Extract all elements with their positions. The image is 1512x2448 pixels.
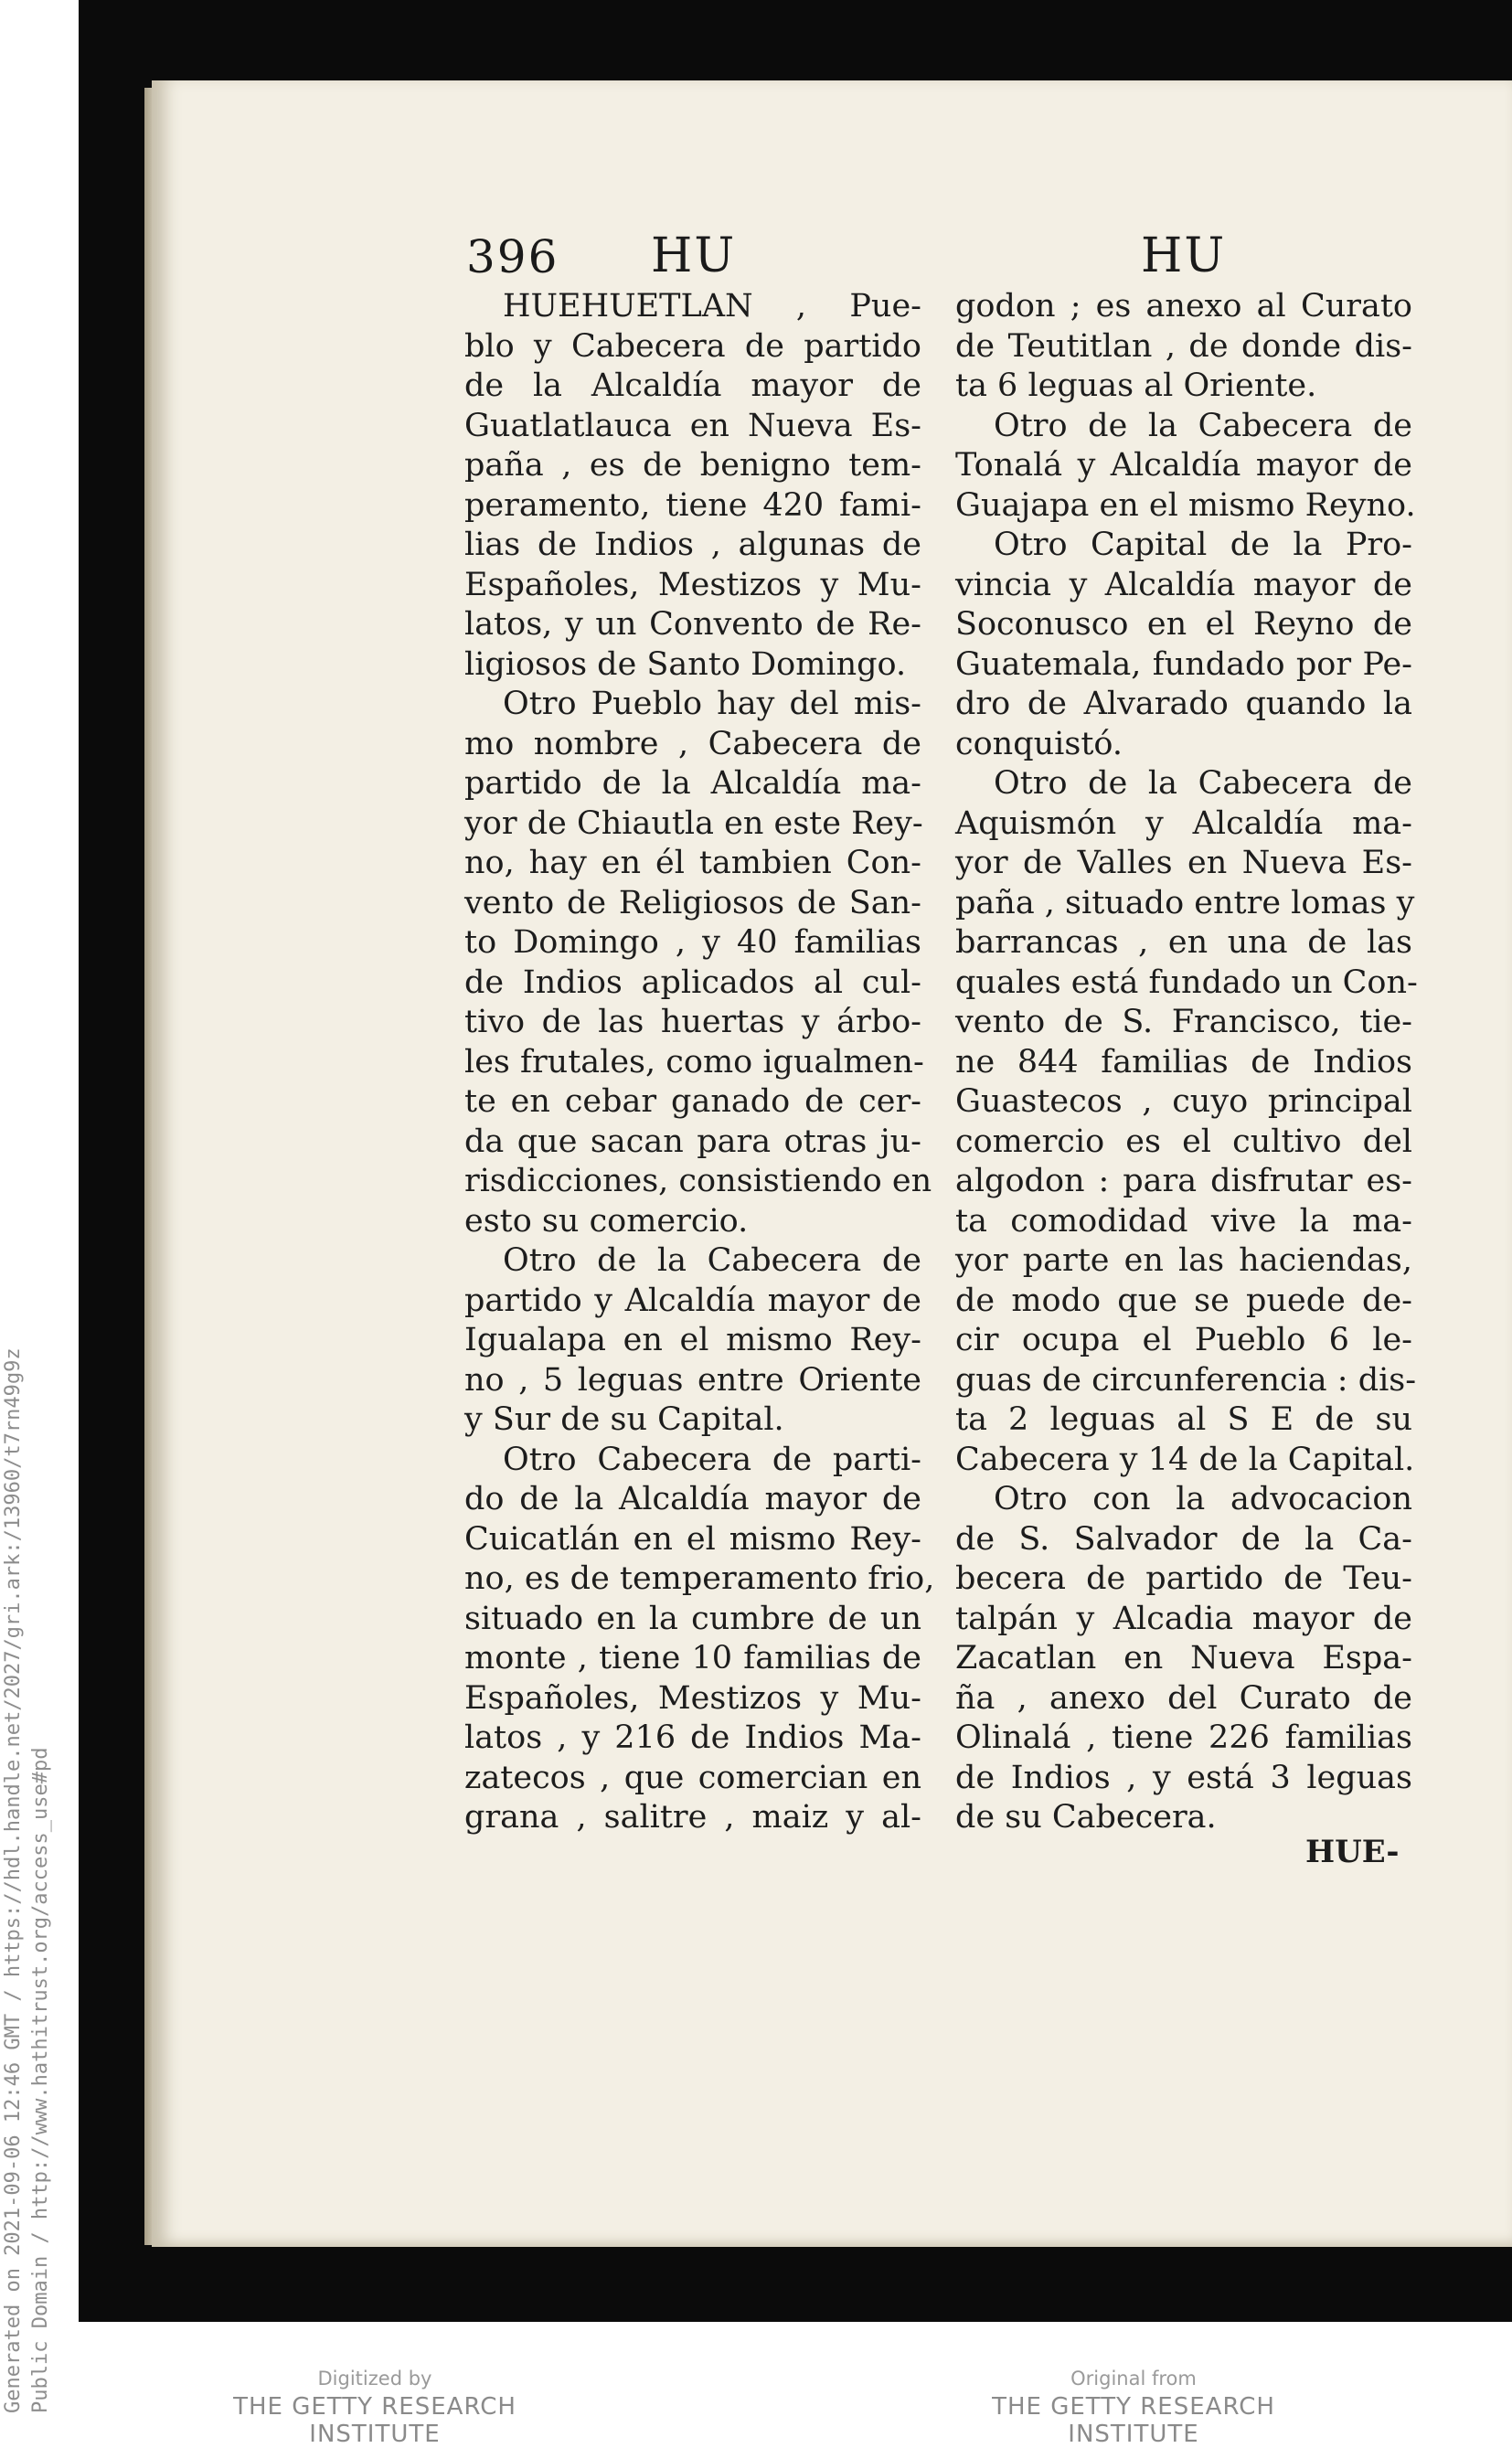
right-column-line: ta 6 leguas al Oriente. <box>955 367 1317 404</box>
left-column-line: te en cebar ganado de cer- <box>464 1083 921 1120</box>
digitized-by-credit <box>174 2368 576 2448</box>
left-column-line: de la Alcaldía mayor de <box>464 367 921 404</box>
left-column-line: no, es de temperamento frio, <box>464 1560 935 1597</box>
left-column-line: to Domingo , y 40 familias <box>464 924 921 961</box>
left-column-line: paña , es de benigno tem- <box>464 447 921 484</box>
left-column-line: da que sacan para otras ju- <box>464 1123 921 1160</box>
right-column-line: ne 844 familias de Indios <box>955 1043 1412 1080</box>
right-column-line: comercio es el cultivo del <box>955 1123 1412 1160</box>
right-column-line: Tonalá y Alcaldía mayor de <box>955 447 1412 484</box>
left-column-line: de Indios aplicados al cul- <box>464 963 921 1001</box>
right-column-line: ta comodidad vive la ma- <box>955 1202 1412 1240</box>
right-column-line: Guatemala, fundado por Pe- <box>955 645 1412 683</box>
left-column-line: peramento, tiene 420 fami- <box>464 486 921 524</box>
right-column-line: cir ocupa el Pueblo 6 le- <box>955 1322 1412 1358</box>
footer <box>0 2368 1512 2448</box>
left-column-line: blo y Cabecera de partido <box>464 327 921 365</box>
right-column-line: de S. Salvador de la Ca- <box>955 1520 1412 1558</box>
right-column-line: de Teutitlan , de donde dis- <box>955 327 1412 365</box>
right-column-line: yor parte en las haciendas, <box>955 1242 1412 1279</box>
left-column-line: yor de Chiautla en este Rey- <box>464 804 923 842</box>
original-from-institution: THE GETTY RESEARCH INSTITUTE <box>992 2393 1275 2448</box>
right-column-line: de modo que se puede de- <box>955 1282 1412 1319</box>
right-column-line: Zacatlan en Nueva Espa- <box>955 1640 1412 1676</box>
right-column-line: Otro con la advocacion <box>994 1481 1412 1517</box>
left-column-line: les frutales, como igualmen- <box>464 1043 924 1080</box>
page-number: 396 <box>466 230 559 283</box>
left-column-line: latos , y 216 de Indios Ma- <box>464 1719 921 1756</box>
original-from-label: Original from <box>1070 2368 1197 2389</box>
digitized-by-label: Digitized by <box>317 2368 432 2389</box>
left-column-line: grana , salitre , maiz y al- <box>464 1799 921 1836</box>
text-column-right <box>955 287 1418 1838</box>
right-column-line: Guajapa en el mismo Reyno. <box>955 486 1416 524</box>
right-column-line: ña , anexo del Curato de <box>955 1679 1412 1717</box>
hathitrust-watermark <box>0 0 79 2442</box>
running-head-right: HU <box>1141 229 1227 283</box>
right-column-line: barrancas , en una de las <box>955 924 1412 961</box>
left-column-line: latos, y un Convento de Re- <box>464 606 921 643</box>
catchword: HUE- <box>1305 1834 1400 1870</box>
right-column-line: dro de Alvarado quando la <box>955 686 1412 722</box>
left-column-line: partido de la Alcaldía ma- <box>464 765 921 802</box>
running-head-left: HU <box>651 229 737 283</box>
right-column-line: Otro de la Cabecera de <box>994 407 1412 444</box>
left-column-line: zatecos , que comercian en <box>464 1759 921 1796</box>
left-column-line: esto su comercio. <box>464 1202 749 1240</box>
right-column-line: paña , situado entre lomas y <box>955 884 1415 921</box>
watermark-line-generated: Generated on 2021-09-06 12:46 GMT / https://hdl.handle.net/2027/gri.ark:/13960/t7rn49g9z <box>2 1347 25 2413</box>
right-column-line: talpán y Alcadia mayor de <box>955 1600 1412 1637</box>
left-column-line: Igualapa en el mismo Rey- <box>464 1322 921 1358</box>
left-column-line: Españoles, Mestizos y Mu- <box>464 566 921 603</box>
right-column-line: becera de partido de Teu- <box>955 1560 1412 1597</box>
left-column-line: no , 5 leguas entre Oriente <box>464 1361 921 1399</box>
left-column-line: partido y Alcaldía mayor de <box>464 1282 921 1319</box>
right-column-line: quales está fundado un Con- <box>955 963 1418 1001</box>
right-column-line: ta 2 leguas al S E de su <box>955 1401 1412 1438</box>
left-column-line: Otro de la Cabecera de <box>503 1242 921 1279</box>
left-column-line: Españoles, Mestizos y Mu- <box>464 1679 921 1717</box>
left-column-line: Otro Cabecera de parti- <box>503 1441 921 1478</box>
left-column-line: Cuicatlán en el mismo Rey- <box>464 1520 921 1558</box>
left-column-line: y Sur de su Capital. <box>464 1401 784 1438</box>
right-column-line: Otro de la Cabecera de <box>994 765 1412 802</box>
original-from-credit <box>923 2368 1344 2448</box>
right-column-line: de Indios , y está 3 leguas <box>955 1759 1412 1796</box>
left-column-line: risdicciones, consistiendo en <box>464 1163 932 1199</box>
left-column-line: lias de Indios , algunas de <box>464 527 921 563</box>
right-column-line: de su Cabecera. <box>955 1799 1217 1836</box>
left-column-line: Otro Pueblo hay del mis- <box>503 686 921 722</box>
right-column-line: vento de S. Francisco, tie- <box>955 1004 1412 1040</box>
right-column-line: conquistó. <box>955 725 1123 762</box>
left-column-line: monte , tiene 10 familias de <box>464 1640 921 1676</box>
left-column-line: vento de Religiosos de San- <box>464 884 921 921</box>
right-column-line: Guastecos , cuyo principal <box>955 1083 1412 1120</box>
right-column-line: vincia y Alcaldía mayor de <box>955 566 1412 603</box>
left-column-line: ligiosos de Santo Domingo. <box>464 645 907 683</box>
digitized-by-institution: THE GETTY RESEARCH INSTITUTE <box>233 2393 516 2448</box>
right-column-line: Aquismón y Alcaldía ma- <box>955 804 1412 842</box>
text-column-left <box>464 287 935 1838</box>
right-column-line: Otro Capital de la Pro- <box>994 527 1412 563</box>
right-column-line: godon ; es anexo al Curato <box>955 288 1412 325</box>
left-column-line: tivo de las huertas y árbo- <box>464 1004 921 1040</box>
left-column-line: mo nombre , Cabecera de <box>464 725 921 762</box>
right-column-line: Cabecera y 14 de la Capital. <box>955 1441 1415 1478</box>
right-column-line: Olinalá , tiene 226 familias <box>955 1719 1412 1756</box>
right-column-line: Soconusco en el Reyno de <box>955 606 1412 643</box>
right-column-line: guas de circunferencia : dis- <box>955 1361 1417 1399</box>
right-column-line: algodon : para disfrutar es- <box>955 1163 1412 1199</box>
watermark-line-rights: Public Domain / http://www.hathitrust.org/access_use#pd <box>29 1747 52 2413</box>
left-column-line: no, hay en él tambien Con- <box>464 845 921 881</box>
left-column-line: HUEHUETLAN , Pue- <box>503 288 921 325</box>
right-column-line: yor de Valles en Nueva Es- <box>955 845 1412 881</box>
left-column-line: situado en la cumbre de un <box>464 1600 921 1637</box>
left-column-line: do de la Alcaldía mayor de <box>464 1481 921 1517</box>
left-column-line: Guatlatlauca en Nueva Es- <box>464 407 921 444</box>
